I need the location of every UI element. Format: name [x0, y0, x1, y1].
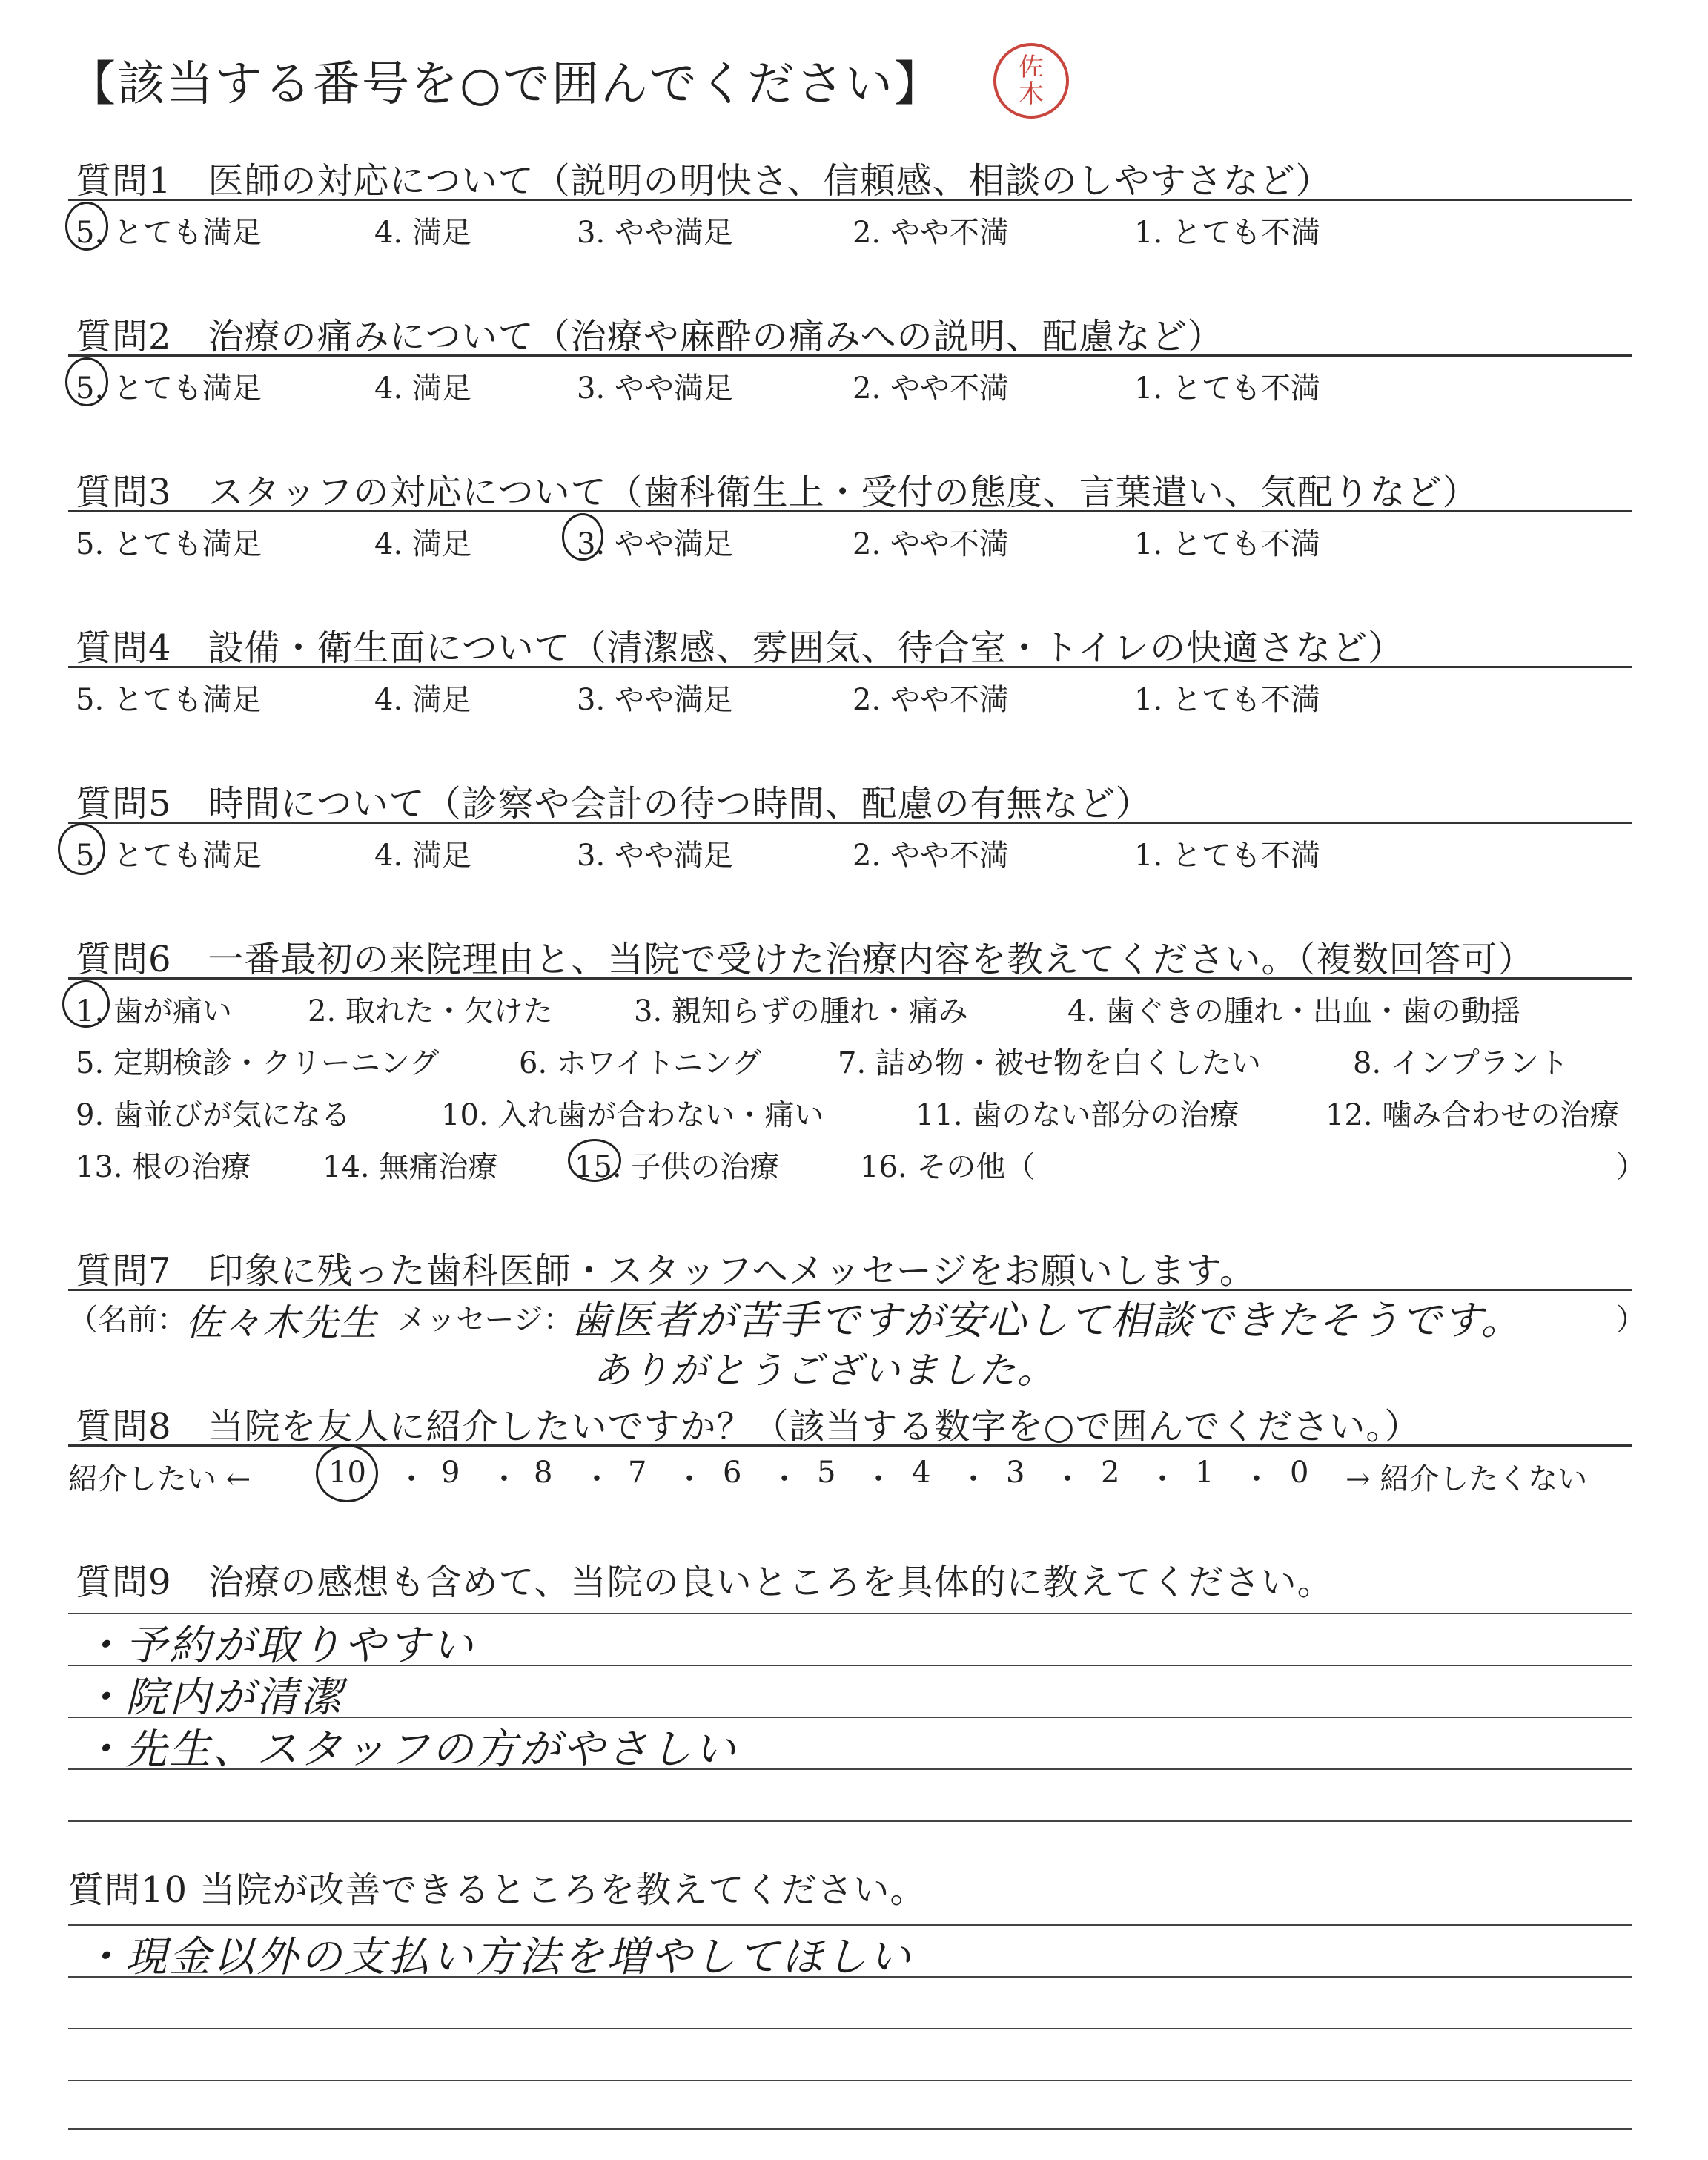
q1-option-5[interactable]: 5. とても満足: [76, 216, 262, 250]
q7-message-label: メッセージ：: [397, 1303, 573, 1337]
q3-option-3[interactable]: 3. やや満足: [577, 527, 733, 561]
q8-right-label: → 紹介したくない: [1345, 1462, 1588, 1496]
q8-score-9[interactable]: 9: [441, 1456, 460, 1490]
q8-sep: ・: [489, 1462, 519, 1496]
q8-sep: ・: [864, 1462, 893, 1496]
q6-selection-circle-1: [62, 980, 110, 1028]
q8-sep: ・: [397, 1462, 426, 1496]
q8-score-10[interactable]: 10: [328, 1456, 366, 1490]
q5-option-4[interactable]: 4. 満足: [374, 839, 471, 873]
q8-score-5[interactable]: 5: [817, 1456, 836, 1490]
q6-option-1[interactable]: 1. 歯が痛い: [76, 994, 232, 1028]
q8-sep: ・: [1053, 1462, 1082, 1496]
q2-option-1[interactable]: 1. とても不満: [1134, 371, 1320, 406]
q3-option-5[interactable]: 5. とても満足: [76, 527, 262, 561]
q9-answer-3: ・先生、スタッフの方がやさしい: [82, 1725, 738, 1774]
q7-name-label: （名前：: [68, 1303, 187, 1337]
q7-message-line-2: ありがとうございました。: [593, 1349, 1056, 1392]
q6-option-13[interactable]: 13. 根の治療: [76, 1150, 251, 1184]
q6-option-2[interactable]: 2. 取れた・欠けた: [308, 994, 553, 1028]
q5-selection-circle: [58, 823, 105, 875]
q8-score-1[interactable]: 1: [1195, 1456, 1214, 1490]
q7-close-paren: ）: [1616, 1303, 1646, 1337]
q1-option-2[interactable]: 2. やや不満: [853, 216, 1009, 250]
q6-option-12[interactable]: 12. 噛み合わせの治療: [1325, 1098, 1620, 1132]
q4-option-3[interactable]: 3. やや満足: [577, 683, 733, 717]
question-6-heading: 質問6 一番最初の来院理由と、当院で受けた治療内容を教えてください。（複数回答可）: [76, 939, 1535, 980]
q2-option-4[interactable]: 4. 満足: [374, 371, 471, 406]
question-8-heading: 質問8 当院を友人に紹介したいですか？（該当する数字を○で囲んでください。）: [76, 1406, 1421, 1447]
q1-option-3[interactable]: 3. やや満足: [577, 216, 733, 250]
q8-score-0[interactable]: 0: [1290, 1456, 1309, 1490]
q8-score-4[interactable]: 4: [912, 1456, 931, 1490]
q6-option-5[interactable]: 5. 定期検診・クリーニング: [76, 1046, 440, 1080]
q1-option-4[interactable]: 4. 満足: [374, 216, 471, 250]
q8-sep: ・: [675, 1462, 704, 1496]
form-title: 【該当する番号を○で囲んでください】: [68, 57, 943, 112]
q6-option-7[interactable]: 7. 詰め物・被せ物を白くしたい: [838, 1046, 1261, 1080]
q5-option-2[interactable]: 2. やや不満: [853, 839, 1009, 873]
q6-option-14[interactable]: 14. 無痛治療: [322, 1150, 498, 1184]
q9-answer-1: ・予約が取りやすい: [82, 1622, 475, 1670]
q5-option-5[interactable]: 5. とても満足: [76, 839, 262, 873]
q7-message-line-1: 歯医者が苦手ですが安心して相談できたそうです。: [571, 1297, 1523, 1344]
q5-option-3[interactable]: 3. やや満足: [577, 839, 733, 873]
q4-option-4[interactable]: 4. 満足: [374, 683, 471, 717]
q4-option-5[interactable]: 5. とても満足: [76, 683, 262, 717]
q6-option-15[interactable]: 15. 子供の治療: [575, 1150, 780, 1184]
seal-char-top: 佐: [1019, 53, 1044, 82]
q8-sep: ・: [1148, 1462, 1177, 1496]
q5-option-1[interactable]: 1. とても不満: [1134, 839, 1320, 873]
q3-option-1[interactable]: 1. とても不満: [1134, 527, 1320, 561]
q6-option-16[interactable]: 16. その他（: [860, 1150, 1036, 1184]
q1-option-1[interactable]: 1. とても不満: [1134, 216, 1320, 250]
q6-option-10[interactable]: 10. 入れ歯が合わない・痛い: [441, 1098, 824, 1132]
question-2-heading: 質問2 治療の痛みについて（治療や麻酔の痛みへの説明、配慮など）: [76, 316, 1224, 357]
seal-stamp: [993, 43, 1069, 119]
q8-score-8[interactable]: 8: [534, 1456, 553, 1490]
q3-selection-circle: [562, 513, 603, 561]
q3-option-2[interactable]: 2. やや不満: [853, 527, 1009, 561]
q10-answer-1: ・現金以外の支払い方法を増やしてほしい: [82, 1933, 913, 1981]
q8-score-6[interactable]: 6: [723, 1456, 742, 1490]
question-5-heading: 質問5 時間について（診察や会計の待つ時間、配慮の有無など）: [76, 783, 1152, 825]
question-10-heading: 質問10 当院が改善できるところを教えてください。: [68, 1869, 927, 1911]
question-9-heading: 質問9 治療の感想も含めて、当院の良いところを具体的に教えてください。: [76, 1562, 1334, 1603]
q6-option-4[interactable]: 4. 歯ぐきの腫れ・出血・歯の動揺: [1068, 994, 1520, 1028]
q7-name-value: 佐々木先生: [185, 1301, 378, 1344]
q1-selection-circle: [65, 202, 108, 251]
question-4-heading: 質問4 設備・衛生面について（清潔感、雰囲気、待合室・トイレの快適さなど）: [76, 627, 1405, 669]
q2-option-2[interactable]: 2. やや不満: [853, 371, 1009, 406]
question-3-heading: 質問3 スタッフの対応について（歯科衛生上・受付の態度、言葉遣い、気配りなど）: [76, 472, 1479, 513]
question-1-heading: 質問1 医師の対応について（説明の明快さ、信頼感、相談のしやすさなど）: [76, 160, 1332, 202]
q2-selection-circle: [65, 357, 108, 406]
q6-option-16-close: ）: [1616, 1150, 1646, 1184]
q8-sep: ・: [582, 1462, 612, 1496]
q4-option-2[interactable]: 2. やや不満: [853, 683, 1009, 717]
q6-option-6[interactable]: 6. ホワイトニング: [519, 1046, 762, 1080]
q8-sep: ・: [769, 1462, 799, 1496]
q6-option-9[interactable]: 9. 歯並びが気になる: [76, 1098, 351, 1132]
q6-option-8[interactable]: 8. インプラント: [1353, 1046, 1569, 1080]
q9-answer-2: ・院内が清潔: [82, 1674, 344, 1722]
q6-option-3[interactable]: 3. 親知らずの腫れ・痛み: [634, 994, 968, 1028]
q6-selection-circle-15: [568, 1139, 621, 1182]
seal-char-bottom: 木: [1019, 79, 1044, 109]
q8-score-7[interactable]: 7: [628, 1456, 647, 1490]
q8-sep: ・: [959, 1462, 988, 1496]
q8-score-3[interactable]: 3: [1006, 1456, 1025, 1490]
q2-option-5[interactable]: 5. とても満足: [76, 371, 262, 406]
q3-option-4[interactable]: 4. 満足: [374, 527, 471, 561]
q6-option-11[interactable]: 11. 歯のない部分の治療: [916, 1098, 1239, 1132]
q2-option-3[interactable]: 3. やや満足: [577, 371, 733, 406]
question-7-heading: 質問7 印象に残った歯科医師・スタッフへメッセージをお願いします。: [76, 1250, 1256, 1292]
q8-selection-circle: [316, 1444, 378, 1502]
q8-left-label: 紹介したい ←: [68, 1462, 251, 1496]
q8-score-2[interactable]: 2: [1101, 1456, 1120, 1490]
q4-option-1[interactable]: 1. とても不満: [1134, 683, 1320, 717]
q8-sep: ・: [1242, 1462, 1271, 1496]
